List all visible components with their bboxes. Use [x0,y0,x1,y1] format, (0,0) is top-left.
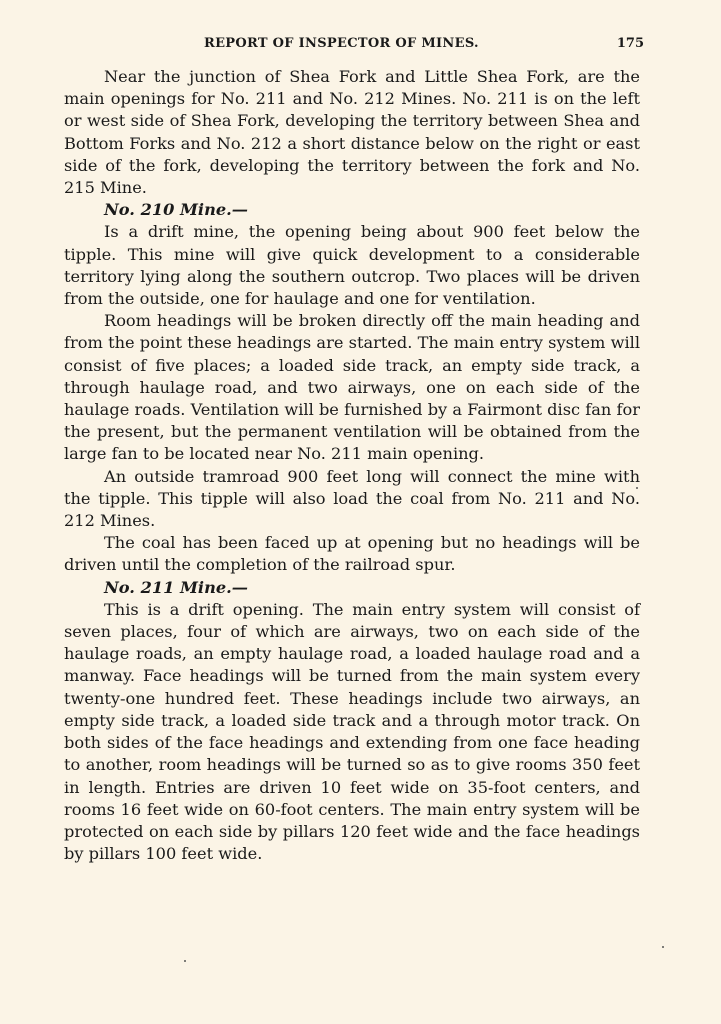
page-number: 175 [616,36,644,51]
paragraph-main-entry-system: This is a drift opening. The main entry system will consist of seven places, four of which are airways, two on each side of the haulage roads, an empty haulage road, a loaded haulage road and a manway. Face headings will be turned from the main system every twenty-one hundred feet. These headings include two airways, an empty side track, a loaded side track and a through motor track. On both sides of the face headings and extending from one face heading to another, room headings will be turned so as to give rooms 350 feet in length. Entries are driven 10 feet wide on 35-foot centers, and rooms 16 feet wide on 60-foot centers. The main entry system will be protected on each side by pillars 120 feet wide and the face headings by pillars 100 feet wide. [64,599,640,864]
paragraph-coal-faced: The coal has been faced up at opening but no headings will be driven until the completion of the railroad spur. [64,533,640,575]
paragraph-tramroad: An outside tramroad 900 feet long will connect the mine with the tipple. This tipple will also load the coal from No. 211 and No. 212 Mines. [64,466,640,531]
body-text [64,66,640,865]
paragraph-drift-mine: Is a drift mine, the opening being about 900 feet below the tipple. This mine will give quick development to a considerable territory lying along the southern outcrop. Two places will be driven from the outside, one for haulage and one for ventilation. [64,222,640,309]
paragraph-room-headings: Room headings will be broken directly off the main heading and from the point these headings are started. The main entry system will consist of five places; a loaded side track, an empty side track, a through haulage road, and two airways, one on each side of the haulage roads. Ventilation will be furnished by a Fairmont disc fan for the present, but the permanent ventilation will be obtained from the large fan to be located near No. 211 main opening. [64,311,640,464]
page-header [64,36,644,62]
running-head: REPORT OF INSPECTOR OF MINES. [204,36,479,51]
paper-speck [636,487,638,489]
subhead-no-211-mine: No. 211 Mine.— [104,577,248,597]
paper-speck [184,960,186,962]
paragraph-shea-fork-openings: Near the junction of Shea Fork and Little Shea Fork, are the main openings for No. 211 and No. 212 Mines. No. 211 is on the left or west side of Shea Fork, developing the territory between Shea and Bottom Forks and No. 212 a short distance below on the right or east side of the fork, developing the territory between the fork and No. 215 Mine. [64,67,640,198]
paper-speck [662,946,664,948]
subhead-no-210-mine: No. 210 Mine.— [104,200,248,220]
